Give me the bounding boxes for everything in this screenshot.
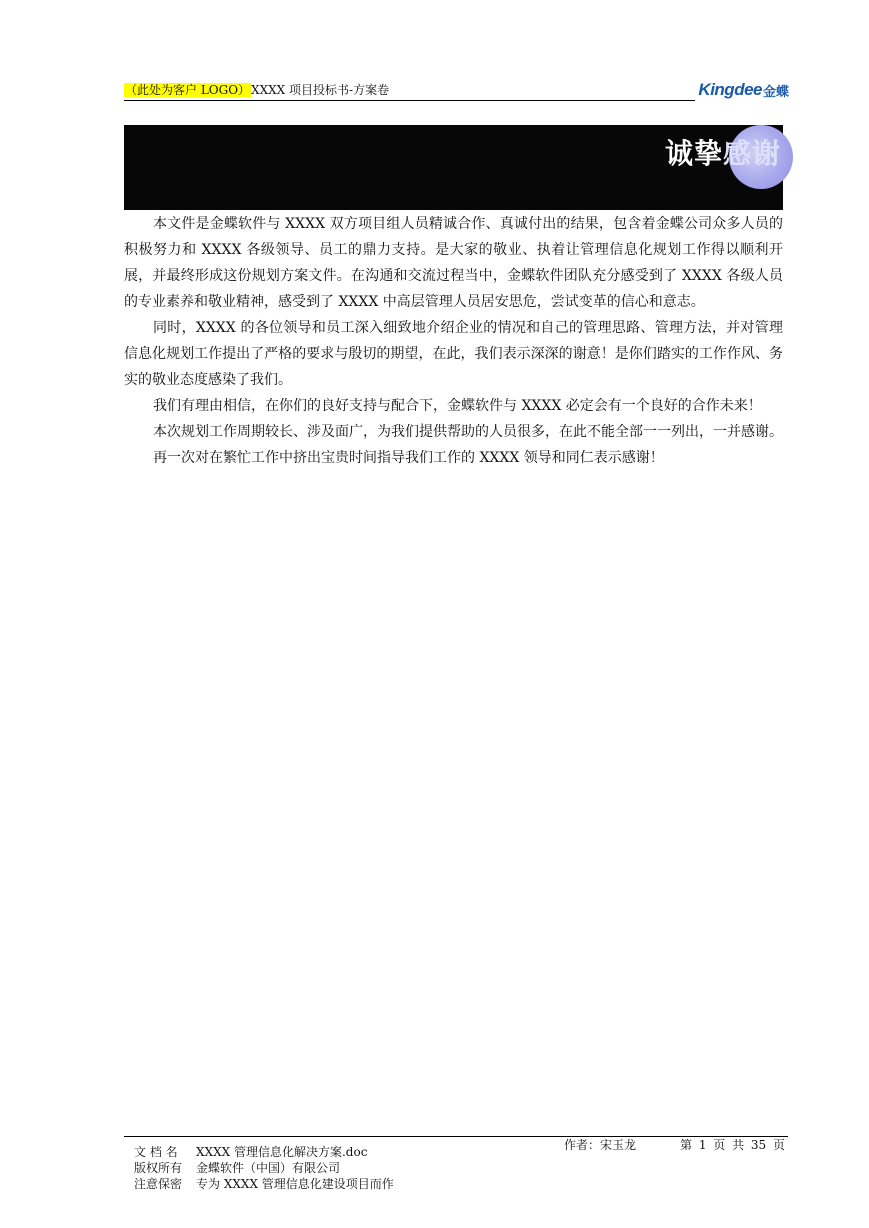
footer-copyright-label: 版权所有	[134, 1161, 183, 1175]
banner-title-part2: 感谢	[722, 137, 781, 170]
footer-copyright-row	[134, 1160, 340, 1177]
brand-name-cn: 金蝶	[762, 84, 789, 100]
footer-doc-name-label: 文 档 名	[134, 1145, 178, 1159]
brand-name-en: Kingdee	[698, 80, 762, 99]
paragraph: 同时，XXXX 的各位领导和员工深入细致地介绍企业的情况和自己的管理思路、管理方法，并对管理信息化规划工作提出了严格的要求与殷切的期望，在此，我们表示深深的谢意！是你们踏实的工作作风、务实的敬业态度感染了我们。	[124, 320, 783, 388]
header-divider	[124, 100, 695, 101]
footer-page-number: 第 1 页 共 35 页	[680, 1138, 785, 1152]
page-header	[124, 80, 789, 102]
footer-confidential-value: 专为 XXXX 管理信息化建设项目而作	[196, 1177, 394, 1191]
kingdee-logo	[698, 80, 789, 100]
footer-author: 作者：宋玉龙	[564, 1138, 637, 1152]
paragraph: 本文件是金蝶软件与 XXXX 双方项目组人员精诚合作、真诚付出的结果，包含着金蝶公司众多人员的积极努力和 XXXX 各级领导、员工的鼎力支持。是大家的敬业、执着让管理信息化规划工作得以顺利开展，并最终形成这份规划方案文件。在沟通和交流过程当中，金蝶软件团队充分感受到了 XXXX 各级人员的专业素养和敬业精神，感受到了 XXXX 中高层管理人员居安思危，尝试变革的信心和意志。	[124, 216, 783, 310]
banner-title	[665, 137, 781, 171]
acknowledgement-body	[124, 211, 783, 471]
header-doc-title: XXXX 项目投标书-方案卷	[251, 83, 390, 97]
footer-confidential-row	[134, 1176, 394, 1193]
footer-copyright-value: 金蝶软件（中国）有限公司	[196, 1161, 341, 1175]
banner-title-part1: 诚挚	[664, 137, 723, 170]
paragraph: 我们有理由相信，在你们的良好支持与配合下，金蝶软件与 XXXX 必定会有一个良好的合作未来！	[153, 398, 762, 414]
footer-confidential-label: 注意保密	[134, 1177, 183, 1191]
header-title-line	[124, 82, 389, 98]
footer-doc-name-row	[134, 1144, 367, 1161]
client-logo-placeholder: （此处为客户 LOGO）	[125, 83, 251, 97]
paragraph: 再一次对在繁忙工作中挤出宝贵时间指导我们工作的 XXXX 领导和同仁表示感谢！	[153, 450, 664, 466]
footer-doc-name-value: XXXX 管理信息化解决方案.doc	[196, 1145, 368, 1159]
paragraph: 本次规划工作周期较长、涉及面广，为我们提供帮助的人员很多，在此不能全部一一列出，一并感谢。	[153, 424, 783, 440]
